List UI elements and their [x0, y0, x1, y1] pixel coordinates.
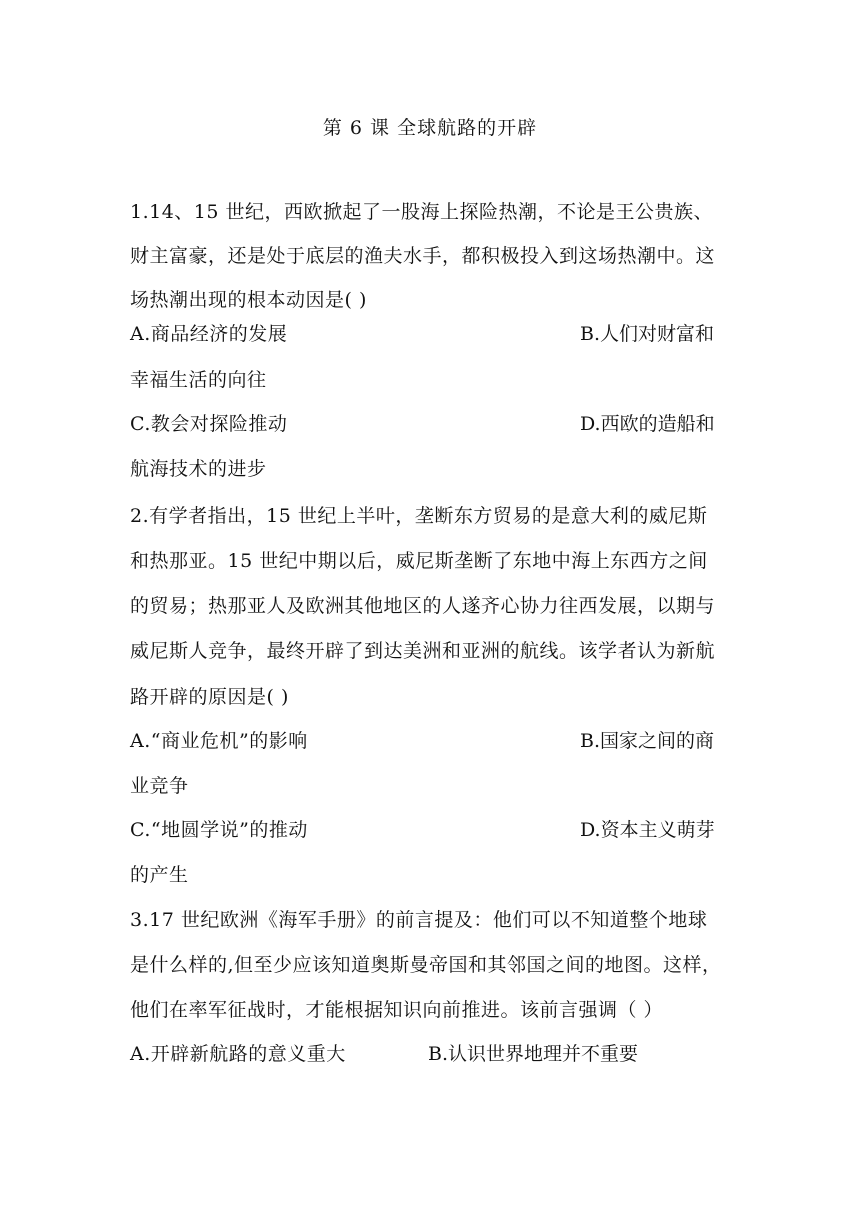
q2-option-c: C.“地圆学说”的推动 [130, 819, 308, 841]
q2-stem-line-5: 路开辟的原因是( ) [130, 686, 289, 708]
q2-option-b-continued: 业竞争 [130, 775, 189, 797]
q3-stem-line-1: 3.17 世纪欧洲《海军手册》的前言提及：他们可以不知道整个地球 [130, 909, 708, 931]
q2-stem-line-3: 的贸易；热那亚人及欧洲其他地区的人遂齐心协力往西发展，以期与 [130, 595, 716, 617]
q1-stem-line-2: 财主富豪，还是处于底层的渔夫水手，都积极投入到这场热潮中。这 [130, 245, 716, 267]
q1-option-b: B.人们对财富和 [580, 323, 715, 345]
q2-stem-line-1: 2.有学者指出，15 世纪上半叶，垄断东方贸易的是意大利的威尼斯 [130, 505, 708, 527]
q2-option-a: A.“商业危机”的影响 [130, 730, 308, 752]
q2-option-d: D.资本主义萌芽 [580, 819, 715, 841]
q3-stem-line-2: 是什么样的,但至少应该知道奥斯曼帝国和其邻国之间的地图。这样， [130, 954, 722, 976]
q2-stem-line-2: 和热那亚。15 世纪中期以后，威尼斯垄断了东地中海上东西方之间 [130, 550, 708, 572]
q3-option-b: B.认识世界地理并不重要 [428, 1043, 639, 1065]
q1-stem-line-1: 1.14、15 世纪，西欧掀起了一股海上探险热潮，不论是王公贵族、 [130, 201, 714, 223]
q1-option-d: D.西欧的造船和 [580, 413, 715, 435]
q3-stem-line-3: 他们在率军征战时，才能根据知识向前推进。该前言强调（ ） [130, 999, 664, 1021]
q1-option-a: A.商品经济的发展 [130, 323, 288, 345]
page-title: 第 6 课 全球航路的开辟 [322, 117, 538, 139]
q1-option-b-continued: 幸福生活的向往 [130, 369, 267, 391]
q1-stem-line-3: 场热潮出现的根本动因是( ) [130, 289, 367, 311]
q1-option-c: C.教会对探险推动 [130, 413, 288, 435]
q2-option-d-continued: 的产生 [130, 864, 189, 886]
q2-option-b: B.国家之间的商 [580, 730, 715, 752]
q1-option-d-continued: 航海技术的进步 [130, 458, 267, 480]
q2-stem-line-4: 威尼斯人竞争，最终开辟了到达美洲和亚洲的航线。该学者认为新航 [130, 640, 716, 662]
q3-option-a: A.开辟新航路的意义重大 [130, 1043, 346, 1065]
